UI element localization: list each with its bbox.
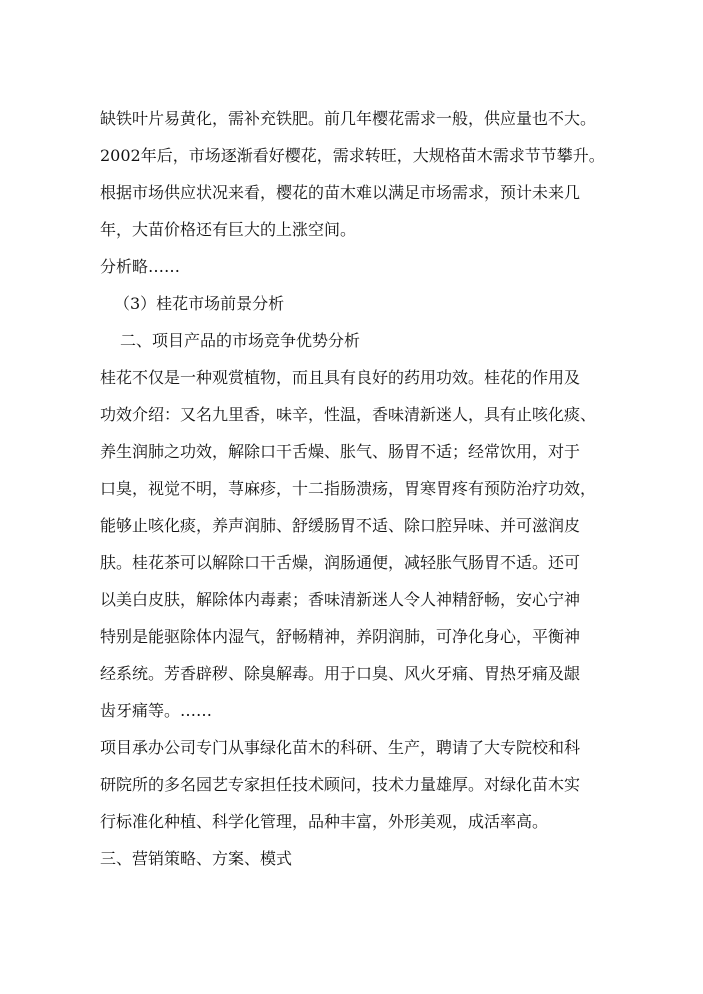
paragraph-line: 研院所的多名园艺专家担任技术顾问，技术力量雄厚。对绿化苗木实 xyxy=(100,775,581,794)
paragraph-line: 养生润肺之功效，解除口干舌燥、胀气、肠胃不适；经常饮用，对于 xyxy=(100,442,581,461)
paragraph-line: 肤。桂花茶可以解除口干舌燥，润肠通便，减轻胀气肠胃不适。还可 xyxy=(100,553,581,572)
paragraph-line: 特别是能驱除体内湿气，舒畅精神，养阴润肺，可净化身心，平衡神 xyxy=(100,627,581,646)
paragraph-line: 口臭，视觉不明，荨麻疹，十二指肠溃疡，胃寒胃疼有预防治疗功效， xyxy=(100,479,597,498)
paragraph-line: 能够止咳化痰，养声润肺、舒缓肠胃不适、除口腔异味、并可滋润皮 xyxy=(100,516,581,535)
paragraph-line: 以美白皮肤，解除体内毒素；香味清新迷人令人神精舒畅，安心宁神 xyxy=(100,590,581,609)
paragraph-line: 项目承办公司专门从事绿化苗木的科研、生产，聘请了大专院校和科 xyxy=(100,738,581,757)
paragraph-line: 经系统。芳香辟秽、除臭解毒。用于口臭、风火牙痛、胃热牙痛及龈 xyxy=(100,664,581,683)
paragraph-line: 行标准化种植、科学化管理，品种丰富，外形美观，成活率高。 xyxy=(100,812,549,831)
paragraph-line: 齿牙痛等。…… xyxy=(100,701,213,720)
section-heading: 三、营销策略、方案、模式 xyxy=(100,849,293,868)
paragraph-line: 分析略…… xyxy=(100,257,181,276)
paragraph-line: 功效介绍：又名九里香，味辛，性温，香味清新迷人，具有止咳化痰、 xyxy=(100,405,597,424)
paragraph-line: 桂花不仅是一种观赏植物，而且具有良好的药用功效。桂花的作用及 xyxy=(100,368,581,387)
paragraph-line: 年，大苗价格还有巨大的上涨空间。 xyxy=(100,220,357,239)
section-heading: （3）桂花市场前景分析 xyxy=(114,294,285,313)
paragraph-line: 2002年后，市场逐渐看好樱花，需求转旺，大规格苗木需求节节攀升。 xyxy=(100,146,605,165)
paragraph-line: 根据市场供应状况来看，樱花的苗木难以满足市场需求，预计未来几 xyxy=(100,183,581,202)
section-heading: 二、项目产品的市场竞争优势分析 xyxy=(120,331,361,350)
paragraph-line: 缺铁叶片易黄化，需补充铁肥。前几年樱花需求一般，供应量也不大。 xyxy=(100,109,597,128)
